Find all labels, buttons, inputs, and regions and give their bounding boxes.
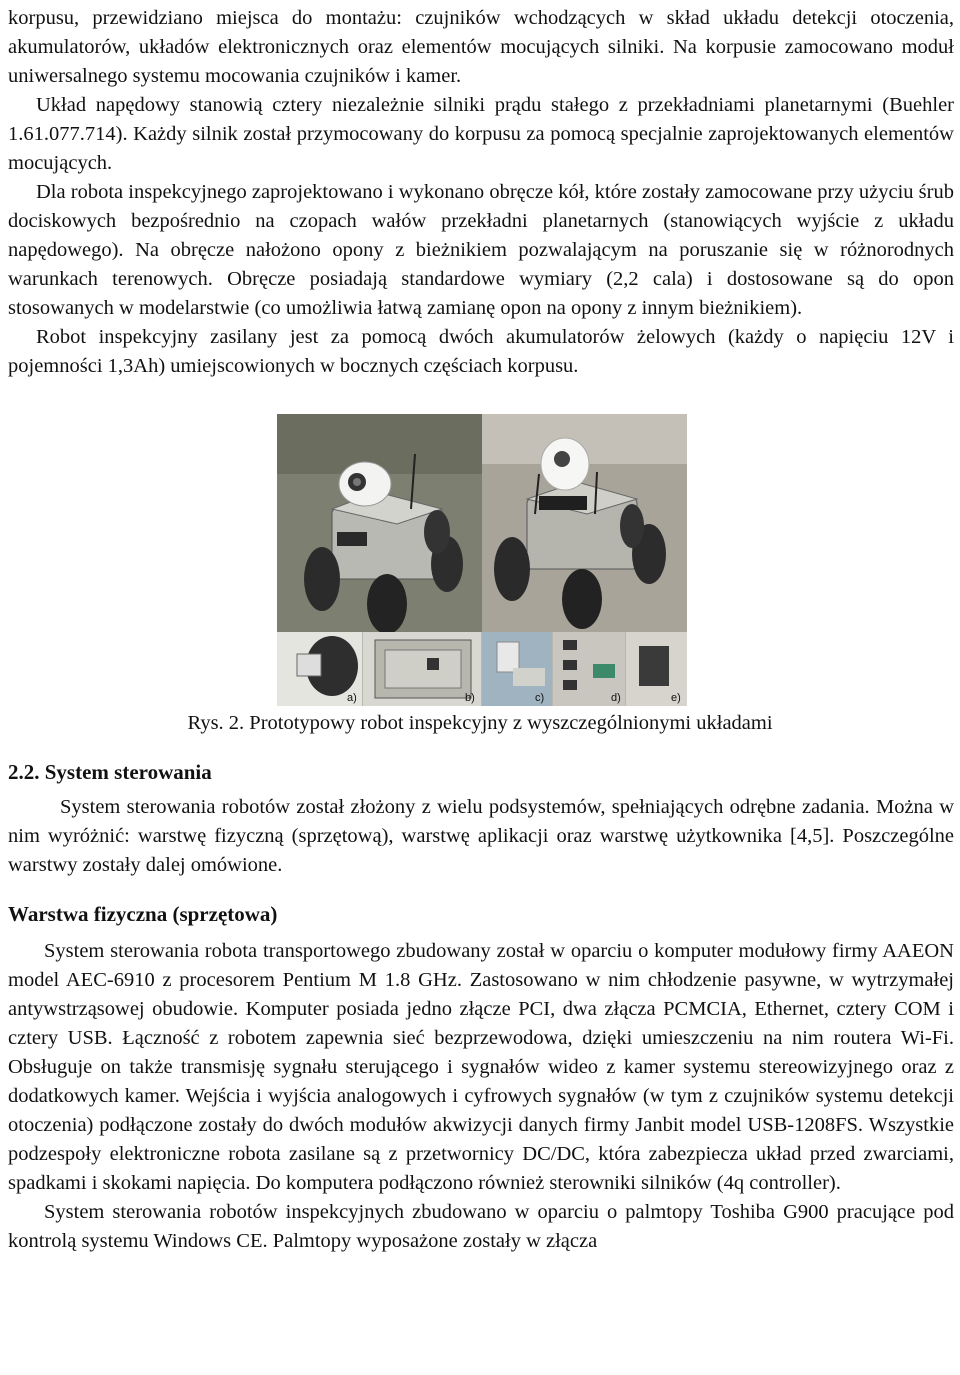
section-text-block <box>8 793 954 880</box>
figure-label-c: c) <box>535 692 545 704</box>
subsection-heading: Warstwa fizyczna (sprzętowa) <box>8 902 278 926</box>
figure-label-d: d) <box>611 692 621 704</box>
paragraph-system-layers: System sterowania robotów został złożony z wielu podsystemów, spełniających odrębne zadania. Można w nim wyróżnić: warstwę fizyczną (sprzętową), warstwę aplikacji oraz warstwę użytkownika [4,5]. Poszczególne warstwy zostały dalej omówione. <box>8 796 954 876</box>
robot-photo-figure <box>277 414 687 706</box>
figure-label-a: a) <box>347 692 357 704</box>
paragraph-continuation: korpusu, przewidziano miejsca do montażu: czujników wchodzących w skład układu detekcji otoczenia, akumulatorów, układów elektronicznych oraz elementów mocujących silniki. Na korpusie zamocowano moduł uniwersalnego systemu mocowania czujników i kamer. <box>8 7 954 87</box>
top-text-block <box>8 4 954 381</box>
paragraph-inspection-control: System sterowania robotów inspekcyjnych zbudowano w oparciu o palmtopy Toshiba G900 pracujące pod kontrolą systemu Windows CE. Palmtopy wyposażone zostały w złącza <box>8 1201 954 1252</box>
paragraph-wheel-rims: Dla robota inspekcyjnego zaprojektowano i wykonano obręcze kół, które zostały zamocowane przy użyciu śrub dociskowych bezpośrednio na czopach wałów przekładni planetarnych (stanowiących wyjście z układu napędowego). Na obręcze nałożono opony z bieżnikiem pozwalającym na poruszanie się w różnorodnych warunkach terenowych. Obręcze posiadają standardowe wymiary (2,2 cala) i dostosowane są do opon stosowanych w modelarstwie (co umożliwia łatwą zamianę opon na opony z innym bieżnikiem). <box>8 181 954 319</box>
paragraph-hardware-layer: System sterowania robota transportowego zbudowany został w oparciu o komputer modułowy firmy AAEON model AEC-6910 z procesorem Pentium M 1.8 GHz. Zastosowano w nim chłodzenie pasywne, w wytrzymałej antywstrząsowej obudowie. Komputer posiada jedno złącze PCI, dwa złącza PCMCIA, Ethernet, cztery COM i cztery USB. Łączność z robotem zapewnia sieć bezprzewodowa, dzięki umieszczeniu na nim routera Wi-Fi. Obsługuje on także transmisję sygnału sterującego i sygnałów wideo z kamer systemu stereowizyjnego oraz z dodatkowych kamer. Wejścia i wyjścia analogowych i cyfrowych sygnałów (w tym z czujników systemu detekcji otoczenia) podłączone zostały do dwóch modułów akwizycji danych firmy Janbit model USB-1208FS. Wszystkie podzespoły elektroniczne robota zasilane są z przetwornicy DC/DC, która zabezpiecza układ przed zwarciami, spadkami i skokami napięcia. Do komputera podłączono również sterowniki silników (4q controller). <box>8 940 954 1194</box>
figure-label-b: b) <box>465 692 475 704</box>
subsection-text-block <box>8 937 954 1256</box>
paragraph-drive-system: Układ napędowy stanowią cztery niezależnie silniki prądu stałego z przekładniami planetarnymi (Buehler 1.61.077.714). Każdy silnik został przymocowany do korpusu za pomocą specjalnie zaprojektowanych elementów mocujących. <box>8 94 954 174</box>
figure-caption <box>0 712 960 735</box>
paragraph-batteries: Robot inspekcyjny zasilany jest za pomocą dwóch akumulatorów żelowych (każdy o napięciu 12V i pojemności 1,3Ah) umiejscowionych w bocznych częściach korpusu. <box>8 326 954 377</box>
section-heading: 2.2. System sterowania <box>8 760 212 784</box>
detail-image-b <box>363 632 481 706</box>
robot-photo-image <box>277 414 687 706</box>
figure-caption-text: Rys. 2. Prototypowy robot inspekcyjny z wyszczególnionymi układami <box>187 712 773 734</box>
figure-label-e: e) <box>671 692 681 704</box>
